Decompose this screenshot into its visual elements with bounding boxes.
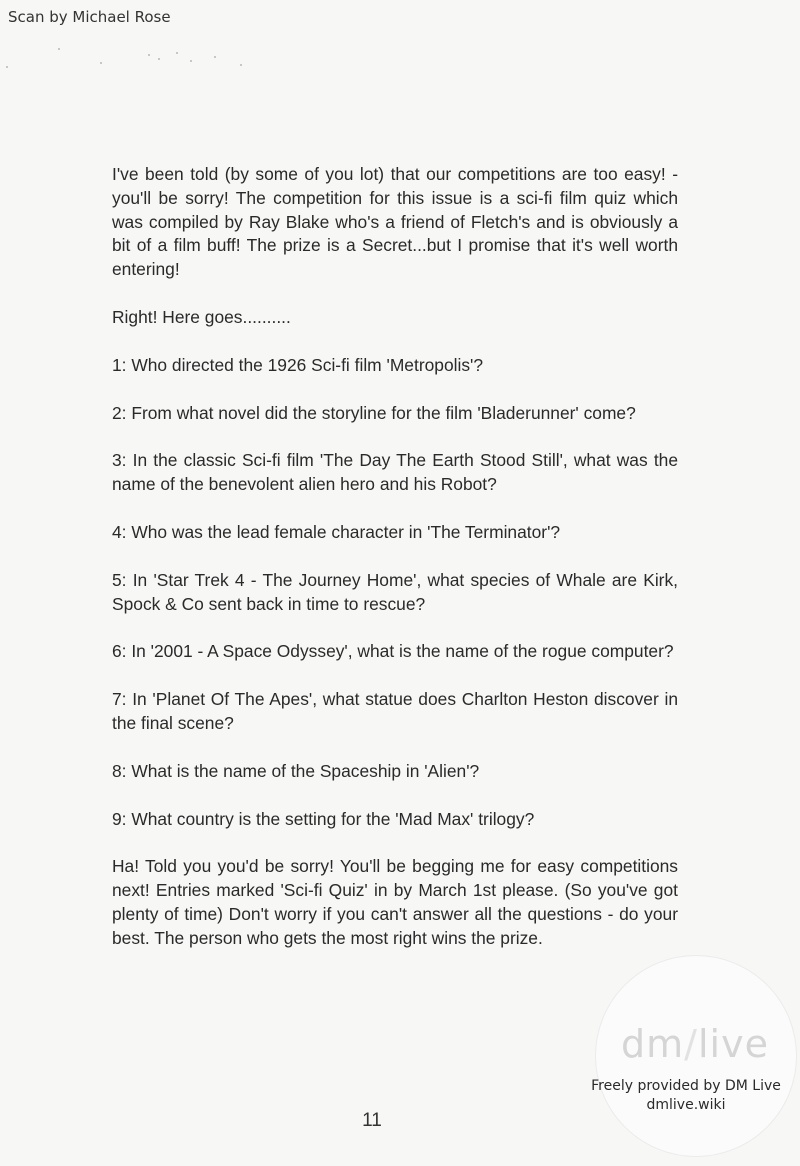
watermark-line-1: Freely provided by DM Live xyxy=(591,1078,781,1094)
scan-specks xyxy=(0,36,260,76)
scan-credit: Scan by Michael Rose xyxy=(8,8,171,26)
question-6: 6: In '2001 - A Space Odyssey', what is the name of the rogue computer? xyxy=(112,641,674,662)
question-7: 7: In 'Planet Of The Apes', what statue does Charlton Heston discover in the final scene? xyxy=(112,689,678,733)
quiz-article xyxy=(112,163,678,975)
question-2: 2: From what novel did the storyline for the film 'Bladerunner' come? xyxy=(112,402,636,423)
question-9: 9: What country is the setting for the 'Mad Max' trilogy? xyxy=(112,808,535,829)
logo-live: live xyxy=(697,1022,769,1066)
logo-slash: / xyxy=(684,1022,698,1066)
logo-dm: dm xyxy=(621,1022,685,1066)
intro-paragraph: I've been told (by some of you lot) that our competitions are too easy! - you'll be sorry! The competition for this issue is a sci-fi film quiz which was compiled by Ray Blake who's a friend of Fletch's and is obviously a bit of a film buff! The prize is a Secret...but I promise that it's well worth entering! xyxy=(112,164,678,280)
page-number: 11 xyxy=(362,1110,382,1131)
question-5: 5: In 'Star Trek 4 - The Journey Home', what species of Whale are Kirk, Spock & Co sent back in time to rescue? xyxy=(112,569,678,614)
dm-live-logo xyxy=(598,1022,792,1066)
closing-paragraph: Ha! Told you you'd be sorry! You'll be begging me for easy competitions next! Entries marked 'Sci-fi Quiz' in by March 1st please. (So you've got plenty of time) Don't worry if you can't answer all the questions - do your best. The person who gets the most right wins the prize. xyxy=(112,856,678,948)
question-1: 1: Who directed the 1926 Sci-fi film 'Metropolis'? xyxy=(112,354,484,375)
lead-in: Right! Here goes.......... xyxy=(112,306,291,327)
watermark-line-2[interactable]: dmlive.wiki xyxy=(646,1097,726,1113)
watermark-caption xyxy=(576,1077,796,1115)
question-3: 3: In the classic Sci-fi film 'The Day The Earth Stood Still', what was the name of the benevolent alien hero and his Robot? xyxy=(112,450,678,495)
question-4: 4: Who was the lead female character in 'The Terminator'? xyxy=(112,521,561,542)
question-8: 8: What is the name of the Spaceship in 'Alien'? xyxy=(112,760,480,781)
